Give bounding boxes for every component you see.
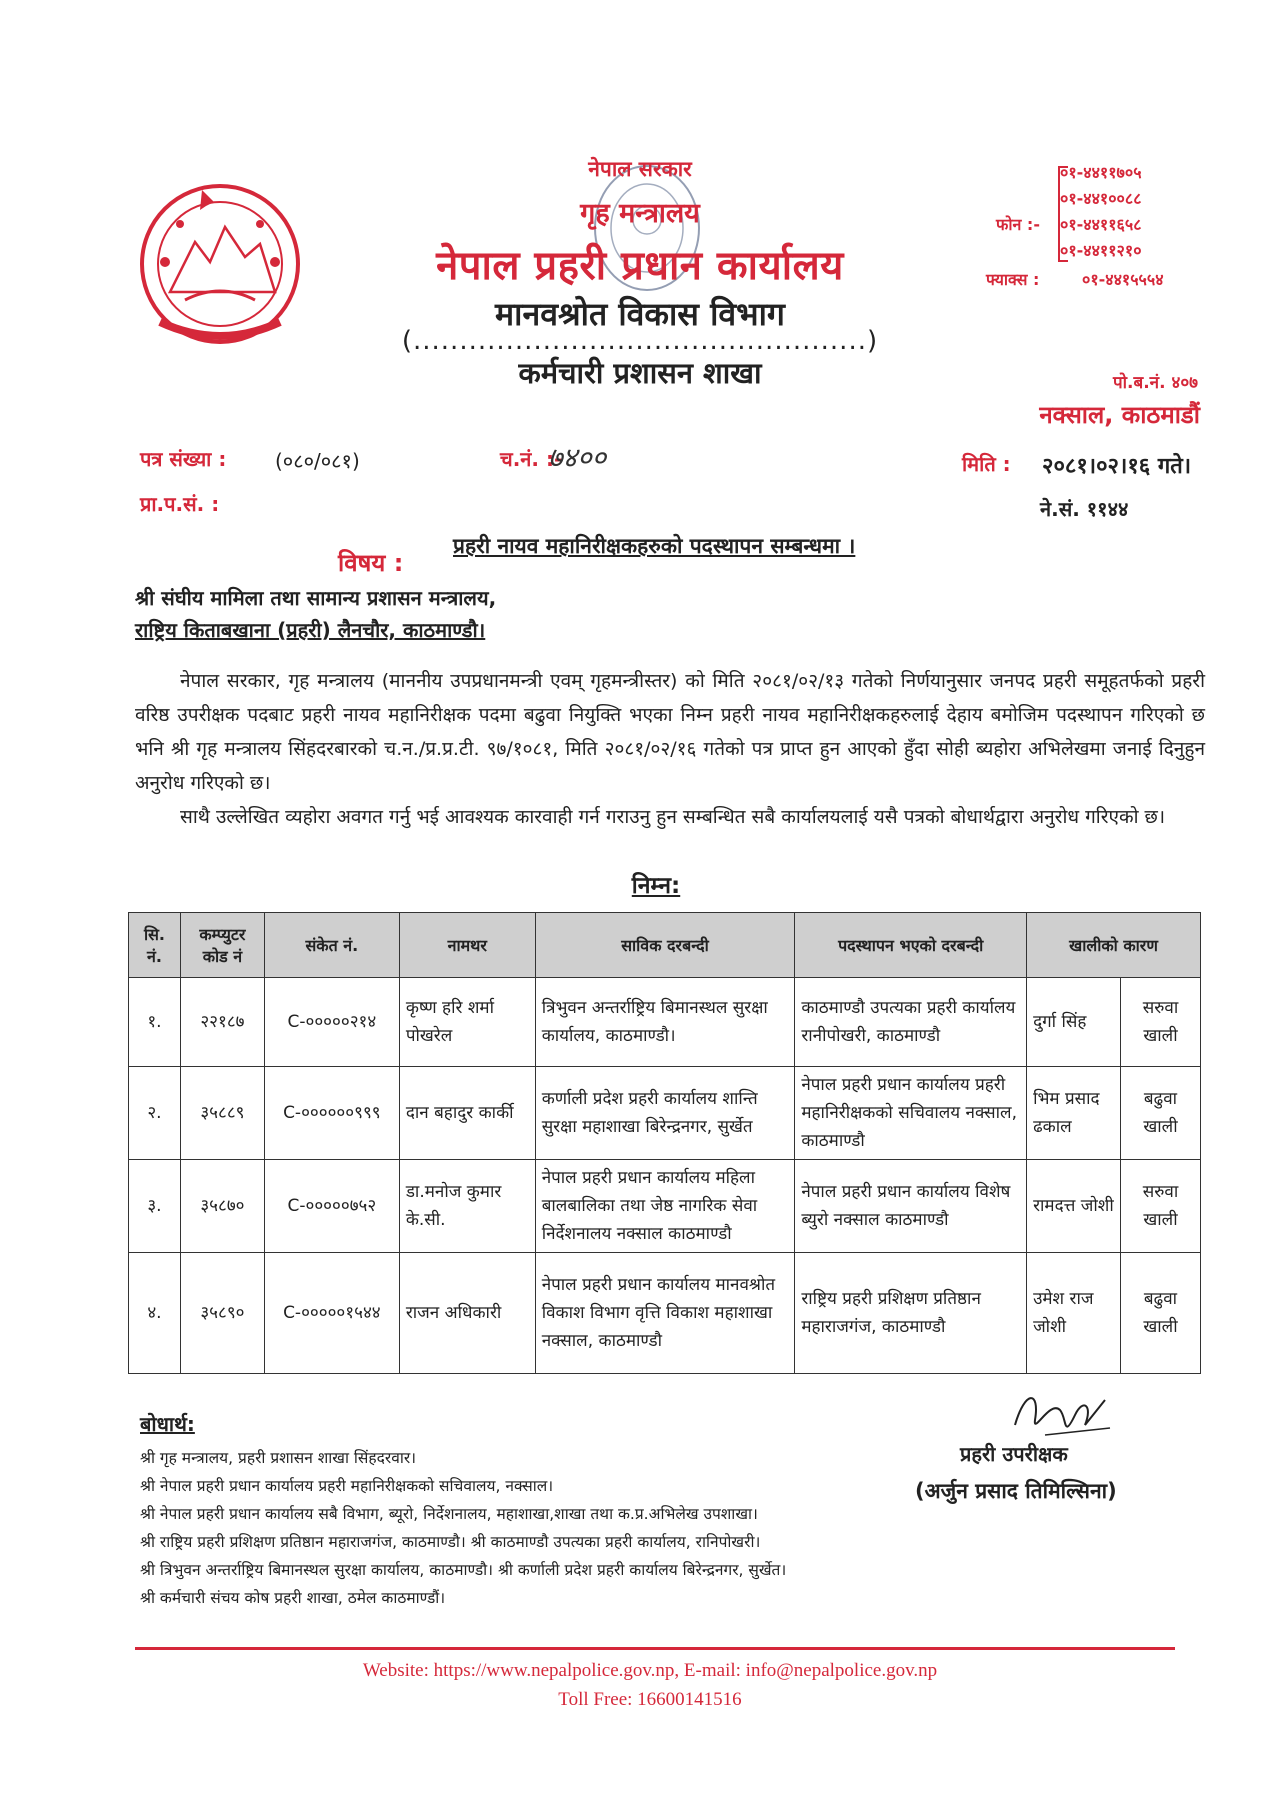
cell-symbol-number: C-०००००१५४४ xyxy=(264,1253,399,1374)
cell-new-post: राष्ट्रिय प्रहरी प्रशिक्षण प्रतिष्ठान महाराजगंज, काठमाण्डौ xyxy=(795,1253,1027,1374)
cell-symbol-number: C-०००००७५२ xyxy=(264,1160,399,1253)
table-row xyxy=(129,978,1201,1067)
list-item: श्री गृह मन्त्रालय, प्रहरी प्रशासन शाखा सिंहदरवार। xyxy=(140,1449,417,1467)
cell-name: दान बहादुर कार्की xyxy=(399,1067,535,1160)
list-item: श्री नेपाल प्रहरी प्रधान कार्यालय सबै विभाग, ब्यूरो, निर्देशनालय, महाशाखा,शाखा तथा क.प्र.अभिलेख उपशाखा। xyxy=(140,1505,758,1523)
table-row xyxy=(129,1067,1201,1160)
distribution-label: बोधार्थ: xyxy=(140,1412,195,1436)
phone-label: फोन :- xyxy=(996,215,1040,234)
department-name: मानवश्रोत विकास विभाग xyxy=(495,295,785,333)
cell-new-post: नेपाल प्रहरी प्रधान कार्यालय विशेष ब्युरो नक्साल काठमाण्डौ xyxy=(795,1160,1027,1253)
header-symbol-number: संकेत नं. xyxy=(264,913,399,978)
cell-computer-code: ३५८८९ xyxy=(180,1067,264,1160)
phone-number: ०१-४४१००८८ xyxy=(1060,189,1142,208)
fax-number: ०१-४४१५५५४ xyxy=(1082,270,1164,289)
list-heading: निम्न: xyxy=(631,873,681,899)
cell-previous-post: त्रिभुवन अन्तर्राष्ट्रिय बिमानस्थल सुरक्षा कार्यालय, काठमाण्डौ। xyxy=(535,978,795,1067)
cell-previous-post: नेपाल प्रहरी प्रधान कार्यालय मानवश्रोत विकाश विभाग वृत्ति विकाश महाशाखा नक्साल, काठमाण्डौ xyxy=(535,1253,795,1374)
cell-vacated-by: भिम प्रसाद ढकाल xyxy=(1027,1067,1121,1160)
dispatch-number-value: ७४०० xyxy=(548,441,607,474)
cell-computer-code: ३५८९० xyxy=(180,1253,264,1374)
subject-text: प्रहरी नायव महानिरीक्षकहरुको पदस्थापन सम्बन्धमा । xyxy=(453,534,856,558)
cell-name: कृष्ण हरि शर्मा पोखरेल xyxy=(399,978,535,1067)
cell-name: डा.मनोज कुमार के.सी. xyxy=(399,1160,535,1253)
letter-number-label: पत्र संख्या : xyxy=(140,447,227,471)
header-serial: सि. नं. xyxy=(129,913,181,978)
cell-serial: ३. xyxy=(129,1160,181,1253)
list-item: श्री नेपाल प्रहरी प्रधान कार्यालय प्रहरी महानिरीक्षकको सचिवालय, नक्साल। xyxy=(140,1477,554,1495)
cell-vacancy-reason: बढुवा खाली xyxy=(1120,1067,1200,1160)
header-previous-post: साविक दरबन्दी xyxy=(535,913,795,978)
header-new-post: पदस्थापन भएको दरबन्दी xyxy=(795,913,1027,978)
cell-vacated-by: उमेश राज जोशी xyxy=(1027,1253,1121,1374)
government-name: नेपाल सरकार xyxy=(588,157,692,181)
nepal-emblem-logo xyxy=(130,172,310,352)
dispatch-number-label: च.नं. :- xyxy=(500,447,563,471)
subject-label: विषय : xyxy=(338,549,404,577)
list-item: श्री त्रिभुवन अन्तर्राष्ट्रिय बिमानस्थल सुरक्षा कार्यालय, काठमाण्डौ। श्री कर्णाली प्रदेश प्रहरी कार्यालय बिरेन्द्रनगर, सुर्खेत। xyxy=(140,1561,787,1579)
cell-computer-code: ३५८७० xyxy=(180,1160,264,1253)
section-name: कर्मचारी प्रशासन शाखा xyxy=(518,356,762,390)
cell-vacated-by: रामदत्त जोशी xyxy=(1027,1160,1121,1253)
list-item: श्री कर्मचारी संचय कोष प्रहरी शाखा, ठमेल काठमाण्डौं। xyxy=(140,1589,446,1607)
table-row xyxy=(129,1160,1201,1253)
date-label: मिति : xyxy=(962,452,1011,476)
received-number-label: प्रा.प.सं. : xyxy=(140,492,220,516)
phone-number: ०१-४४११७०५ xyxy=(1060,163,1142,182)
posting-table xyxy=(128,912,1201,1374)
phone-number: ०१-४४११६५८ xyxy=(1060,215,1142,234)
header-name: नामथर xyxy=(399,913,535,978)
cell-computer-code: २२१८७ xyxy=(180,978,264,1067)
table-row xyxy=(129,1253,1201,1374)
footer-tollfree: Toll Free: 16600141516 xyxy=(558,1689,742,1710)
cell-serial: १. xyxy=(129,978,181,1067)
office-name: नेपाल प्रहरी प्रधान कार्यालय xyxy=(436,243,844,289)
body-paragraph-1: नेपाल सरकार, गृह मन्त्रालय (माननीय उपप्रधानमन्त्री एवम् गृहमन्त्रीस्तर) को मिति २०८१/०२/१३ गतेको निर्णयानुसार जनपद प्रहरी समूहतर्फको प्रहरी वरिष्ठ उपरीक्षक पदबाट प्रहरी नायव महानिरीक्षक पदमा बढुवा नियुक्ति भएका निम्न प्रहरी नायव महानिरीक्षकहरुलाई देहाय बमोजिम पदस्थापन गरिएको छ भनि श्री गृह मन्त्रालय सिंहदरबारको च.न./प्र.प्र.टी. ९७/१०८१, मिति २०८१/०२/१६ गतेको पत्र प्राप्त हुन आएको हुँदा सोही ब्यहोरा अभिलेखमा जनाई दिनुहुन अनुरोध गरिएको छ। xyxy=(135,670,1205,794)
po-box: पो.ब.नं. ४०७ xyxy=(1112,373,1198,393)
footer-divider xyxy=(135,1647,1175,1650)
addressee-line-1: श्री संघीय मामिला तथा सामान्य प्रशासन मन्त्रालय, xyxy=(135,586,497,610)
header-computer-code: कम्प्युटर कोड नं xyxy=(180,913,264,978)
cell-name: राजन अधिकारी xyxy=(399,1253,535,1374)
nepal-sambat-year: ने.सं. ११४४ xyxy=(1040,497,1129,521)
department-dots: (.................................................) xyxy=(401,326,879,356)
body-paragraph-2: साथै उल्लेखित व्यहोरा अवगत गर्नु भई आवश्यक कारवाही गर्न गराउनु हुन सम्बन्धित सबै कार्यालयलाई यसै पत्रको बोधार्थद्वारा अनुरोध गरिएको छ। xyxy=(180,806,1166,828)
date-value: २०८१।०२।१६ गते। xyxy=(1042,454,1192,479)
fax-label: फ्याक्स : xyxy=(986,270,1040,289)
cell-serial: २. xyxy=(129,1067,181,1160)
signatory-name: (अर्जुन प्रसाद तिमिल्सिना) xyxy=(915,1479,1117,1503)
cell-vacancy-reason: सरुवा खाली xyxy=(1120,1160,1200,1253)
addressee-line-2: राष्ट्रिय किताबखाना (प्रहरी) लैनचौर, काठमाण्डौ। xyxy=(135,618,486,642)
cell-previous-post: नेपाल प्रहरी प्रधान कार्यालय महिला बालबालिका तथा जेष्ठ नागरिक सेवा निर्देशनालय नक्साल काठमाण्डौ xyxy=(535,1160,795,1253)
office-address: नक्साल, काठमाडौं xyxy=(1039,401,1200,429)
cell-new-post: नेपाल प्रहरी प्रधान कार्यालय प्रहरी महानिरीक्षकको सचिवालय नक्साल, काठमाण्डौ xyxy=(795,1067,1027,1160)
phone-numbers xyxy=(1060,160,1190,264)
phone-number: ०१-४४११२१० xyxy=(1060,241,1142,260)
table-header-row xyxy=(129,913,1201,978)
cell-new-post: काठमाण्डौ उपत्यका प्रहरी कार्यालय रानीपोखरी, काठमाण्डौ xyxy=(795,978,1027,1067)
cell-previous-post: कर्णाली प्रदेश प्रहरी कार्यालय शान्ति सुरक्षा महाशाखा बिरेन्द्रनगर, सुर्खेत xyxy=(535,1067,795,1160)
distribution-list xyxy=(140,1444,940,1612)
list-item: श्री राष्ट्रिय प्रहरी प्रशिक्षण प्रतिष्ठान महाराजगंज, काठमाण्डौ। श्री काठमाण्डौ उपत्यका प्रहरी कार्यालय, रानिपोखरी। xyxy=(140,1533,761,1551)
cell-symbol-number: C-०००००२१४ xyxy=(264,978,399,1067)
signatory-title: प्रहरी उपरीक्षक xyxy=(960,1442,1068,1466)
letter-number-value: (०८०/०८१) xyxy=(275,449,360,473)
cell-symbol-number: C-००००००९९९ xyxy=(264,1067,399,1160)
cell-vacated-by: दुर्गा सिंह xyxy=(1027,978,1121,1067)
header-vacancy-reason: खालीको कारण xyxy=(1027,913,1201,978)
cell-vacancy-reason: बढुवा खाली xyxy=(1120,1253,1200,1374)
ministry-name: गृह मन्त्रालय xyxy=(580,198,700,229)
cell-vacancy-reason: सरुवा खाली xyxy=(1120,978,1200,1067)
footer-website: Website: https://www.nepalpolice.gov.np, E-mail: info@nepalpolice.gov.np xyxy=(362,1660,938,1681)
cell-serial: ४. xyxy=(129,1253,181,1374)
